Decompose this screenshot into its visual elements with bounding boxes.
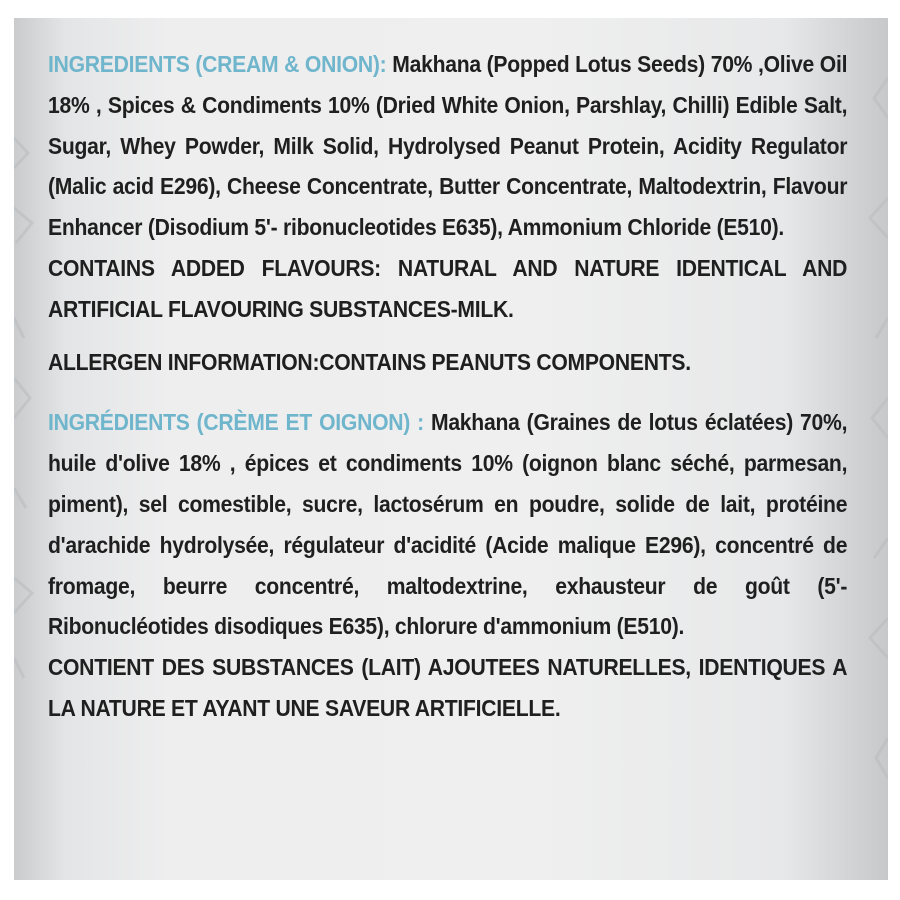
french-heading: INGRÉDIENTS (CRÈME ET OIGNON) : [48, 409, 424, 436]
label-panel [14, 18, 888, 880]
french-ingredients [48, 402, 847, 647]
ingredients-text [48, 44, 858, 729]
english-contains: CONTAINS ADDED FLAVOURS: NATURAL AND NATURE IDENTICAL AND ARTIFICIAL FLAVOURING SUBSTANCES-MILK. [48, 254, 848, 322]
english-ingredients [48, 44, 847, 248]
allergen-information: ALLERGEN INFORMATION:CONTAINS PEANUTS COMPONENTS. [48, 348, 691, 375]
french-body: Makhana (Graines de lotus éclatées) 70%, huile d'olive 18% , épices et condiments 10% (oignon blanc séché, parmesan, piment), sel comestible, sucre, lactosérum en poudre, solide de lait, protéine d'arachide hydrolysée, régulateur d'acidité (Acide malique E296), concentré de fromage, beurre concentré, maltodextrine, exhausteur de goût (5'- Ribonucléotides disodiques E635), chlorure d'ammonium (E510). [48, 409, 848, 640]
french-contains: CONTIENT DES SUBSTANCES (LAIT) AJOUTEES NATURELLES, IDENTIQUES A LA NATURE ET AYANT UNE SAVEUR ARTIFICIELLE. [48, 654, 848, 721]
english-heading: INGREDIENTS (CREAM & ONION): [48, 51, 387, 77]
english-body: Makhana (Popped Lotus Seeds) 70% ,Olive Oil 18% , Spices & Condiments 10% (Dried White Onion, Parshlay, Chilli) Edible Salt, Sugar, Whey Powder, Milk Solid, Hydrolysed Peanut Protein, Acidity Regulator (Malic acid E296), Cheese Concentrate, Butter Concentrate, Maltodextrin, Flavour Enhancer (Disodium 5'- ribonucleotides E635), Ammonium Chloride (E510). [48, 51, 848, 241]
